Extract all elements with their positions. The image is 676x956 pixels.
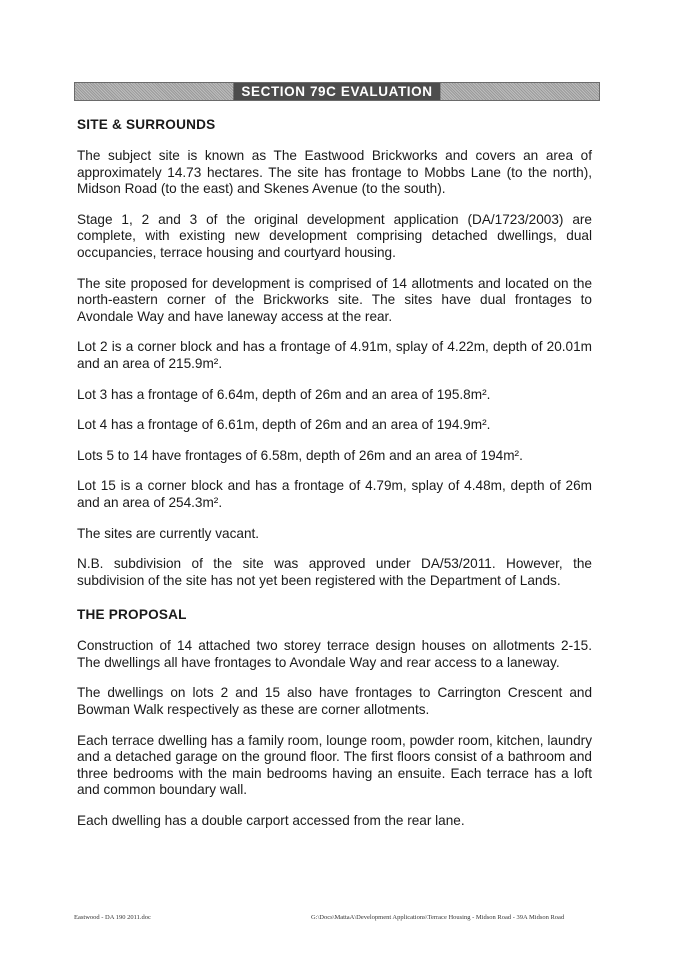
site-paragraph: The site proposed for development is comprised of 14 allotments and located on the north-eastern corner of the Brickworks site. The sites have dual frontages to Avondale Way and have laneway access at the rear. [77, 275, 592, 324]
site-paragraph: The subject site is known as The Eastwood Brickworks and covers an area of approximately 14.73 hectares. The site has frontage to Mobbs Lane (to the north), Midson Road (to the east) and Skenes Avenue (to the south). [77, 148, 592, 197]
footer-filename: Eastwood - DA 190 2011.doc [74, 914, 151, 921]
site-paragraph: Lots 5 to 14 have frontages of 6.58m, depth of 26m and an area of 194m². [77, 447, 523, 463]
site-paragraph: N.B. subdivision of the site was approved under DA/53/2011. However, the subdivision of the site has not yet been registered with the Department of Lands. [77, 556, 592, 588]
site-paragraph: Lot 15 is a corner block and has a frontage of 4.79m, splay of 4.48m, depth of 26m and an area of 254.3m². [77, 478, 592, 510]
proposal-paragraph: Construction of 14 attached two storey terrace design houses on allotments 2-15. The dwellings all have frontages to Avondale Way and rear access to a laneway. [77, 638, 592, 670]
proposal-paragraph: Each terrace dwelling has a family room, lounge room, powder room, kitchen, laundry and a detached garage on the ground floor. The first floors consist of a bathroom and three bedrooms with the main bedrooms having an ensuite. Each terrace has a loft and common boundary wall. [77, 732, 592, 798]
section-title: SECTION 79C EVALUATION [233, 83, 440, 100]
footer-filepath: G:\Docs\MattaA\Development Applications\Terrace Housing - Midson Road - 39A Midson Road [311, 914, 565, 921]
section-banner [74, 82, 600, 101]
site-paragraph: Lot 4 has a frontage of 6.61m, depth of 26m and an area of 194.9m². [77, 417, 491, 433]
site-paragraph: Stage 1, 2 and 3 of the original development application (DA/1723/2003) are complete, with existing new development comprising detached dwellings, dual occupancies, terrace housing and courtyard housing. [77, 211, 592, 260]
site-paragraph: Lot 3 has a frontage of 6.64m, depth of 26m and an area of 195.8m². [77, 386, 491, 402]
proposal-paragraph: Each dwelling has a double carport accessed from the rear lane. [77, 813, 465, 829]
proposal-paragraph: The dwellings on lots 2 and 15 also have frontages to Carrington Crescent and Bowman Walk respectively as these are corner allotments. [77, 685, 592, 718]
proposal-heading: THE PROPOSAL [77, 607, 187, 623]
site-paragraph: Lot 2 is a corner block and has a frontage of 4.91m, splay of 4.22m, depth of 20.01m and an area of 215.9m². [77, 339, 592, 371]
document-body [77, 117, 592, 844]
site-heading: SITE & SURROUNDS [77, 117, 216, 132]
site-paragraph: The sites are currently vacant. [77, 525, 260, 541]
